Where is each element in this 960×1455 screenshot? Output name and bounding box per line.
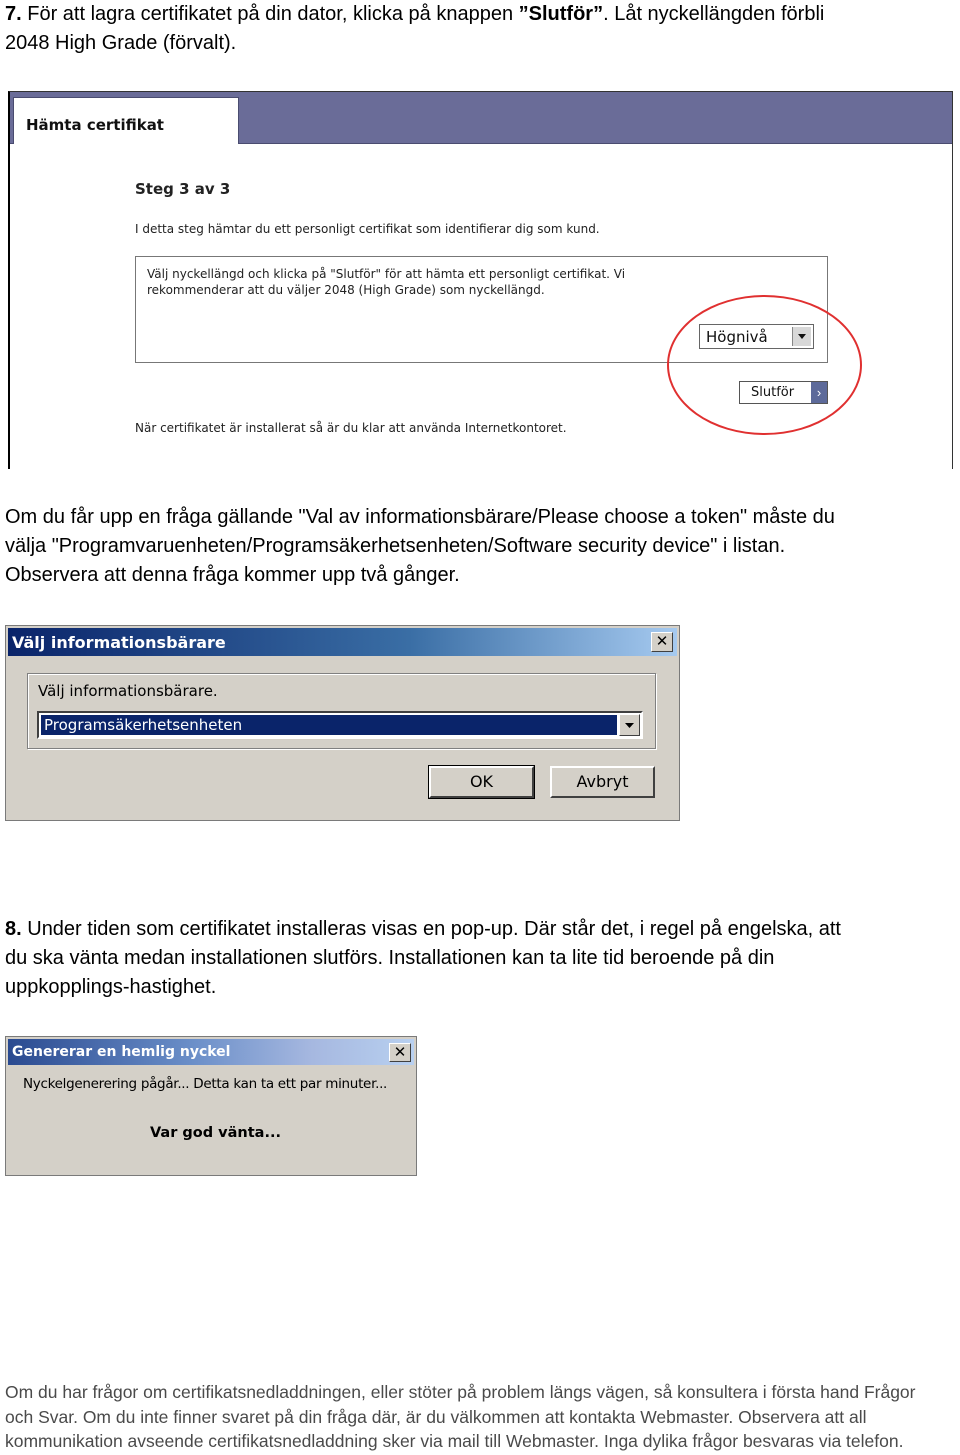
dialog-title: Genererar en hemlig nyckel	[12, 1044, 231, 1060]
key-length-select[interactable]: Högnivå	[699, 324, 814, 349]
token-select[interactable]	[37, 711, 643, 739]
token-dialog	[5, 625, 680, 821]
highlight-circle	[667, 295, 862, 435]
install-note: När certifikatet är installerat så är du klar att använda Internetkontoret.	[135, 421, 567, 435]
step-7-line-1: 7. För att lagra certifikatet på din dator, klicka på knappen ”Slutför”. Låt nyckellängden förbli	[5, 3, 825, 25]
token-label: Välj informationsbärare.	[38, 682, 218, 700]
dialog-titlebar	[8, 1039, 414, 1065]
cancel-button[interactable]: Avbryt	[550, 766, 655, 798]
page-footer: Om du har frågor om certifikatsnedladdningen, eller stöter på problem längs vägen, så konsultera i första hand Frågor och Svar. Om du inte finner svaret på din fråga där, är du välkommen att kontakta Webmaster. Observera att all kommunikation avseende certifikatsnedladdning sker via mail till Webmaster. Inga dylika frågor besvaras via telefon.	[5, 1382, 916, 1451]
step-7-text	[5, 0, 955, 58]
progress-message: Nyckelgenerering pågår... Detta kan ta ett par minuter...	[23, 1076, 388, 1092]
chevron-right-icon: ›	[811, 382, 827, 403]
dialog-titlebar	[8, 628, 677, 656]
token-selected-value: Programsäkerhetsenheten	[41, 715, 617, 735]
close-icon[interactable]: ✕	[651, 632, 673, 652]
box-line-2: rekommenderar att du väljer 2048 (High Grade) som nyckellängd.	[147, 283, 545, 297]
box-line-1: Välj nyckellängd och klicka på "Slutför" för att hämta ett personligt certifikat. Vi	[147, 267, 626, 281]
dialog-title: Välj informationsbärare	[12, 633, 226, 652]
step-intro: I detta steg hämtar du ett personligt certifikat som identifierar dig som kund.	[135, 222, 600, 236]
chevron-down-icon[interactable]	[619, 714, 640, 736]
close-icon[interactable]: ✕	[389, 1043, 411, 1062]
step-number: 8.	[5, 918, 22, 940]
step-heading: Steg 3 av 3	[135, 180, 231, 198]
emphasis: ”Slutför”	[518, 3, 604, 25]
ok-button[interactable]: OK	[429, 766, 534, 798]
token-paragraph: Om du får upp en fråga gällande "Val av informationsbärare/Please choose a token" måste du välja "Programvaruenheten/Programsäkerhetsenheten/Software security device" i listan. Observera att denna fråga kommer upp två gånger.	[5, 506, 835, 586]
step-8-text: 8. Under tiden som certifikatet installeras visas en pop-up. Där står det, i regel på engelska, att du ska vänta medan installationen slutförs. Installationen kan ta lite tid beroende på din uppkopplings-hastighet.	[5, 915, 955, 1002]
certificate-download-screenshot	[8, 91, 953, 469]
step-7-line-2: 2048 High Grade (förvalt).	[5, 32, 237, 54]
wait-message: Var god vänta...	[150, 1125, 281, 1141]
step-number: 7.	[5, 3, 22, 25]
key-generation-dialog	[5, 1036, 417, 1176]
finish-button[interactable]: Slutför ›	[739, 381, 828, 404]
tab-hamta-certifikat[interactable]: Hämta certifikat	[13, 97, 239, 144]
step-8-line-1: 8. Under tiden som certifikatet installeras visas en pop-up. Där står det, i regel på engelska, att	[5, 918, 841, 940]
